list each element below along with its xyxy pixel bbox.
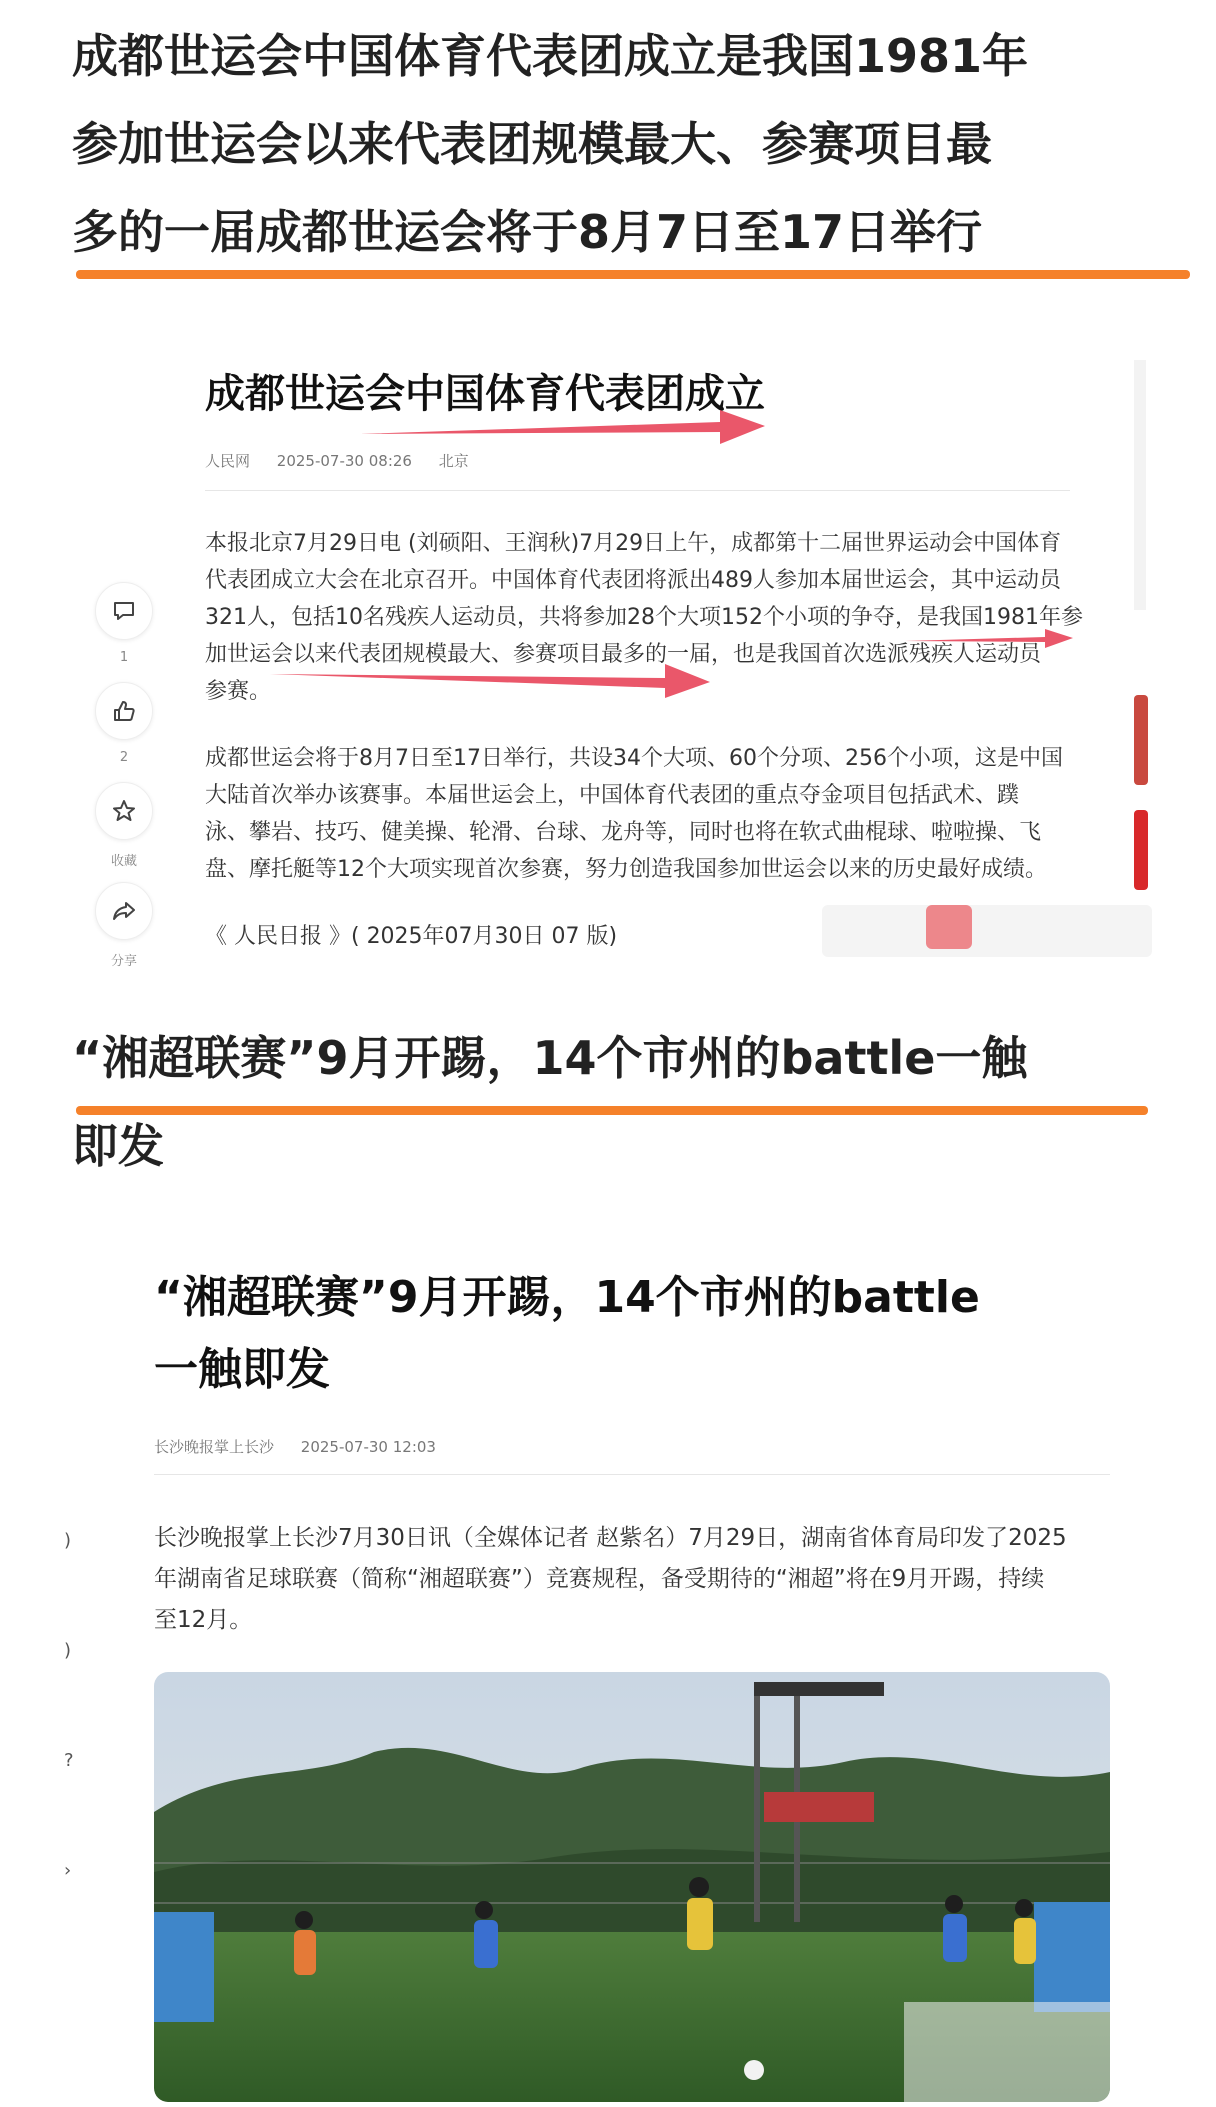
article-2-divider bbox=[154, 1474, 1110, 1475]
article-2-paragraph bbox=[154, 1518, 1067, 1641]
headline-2-underline bbox=[76, 1106, 1148, 1115]
article-1-source: 人民网 bbox=[205, 452, 251, 470]
comment-button[interactable] bbox=[92, 582, 156, 665]
headline-1-line: 参加世运会以来代表团规模最大、参赛项目最 bbox=[72, 117, 992, 171]
article-2-title-line: 一触即发 bbox=[154, 1344, 330, 1395]
comment-count: 1 bbox=[119, 650, 129, 665]
red-arrow-icon bbox=[270, 660, 715, 700]
text-line: 至12月。 bbox=[154, 1607, 253, 1633]
blurred-watermark bbox=[822, 905, 1152, 957]
right-edge-image bbox=[1134, 695, 1148, 785]
article-1-title: 成都世运会中国体育代表团成立 bbox=[205, 371, 765, 417]
headline-1-line: 多的一届成都世运会将于8月7日至17日举行 bbox=[72, 205, 983, 259]
edge-icon: ) bbox=[64, 1530, 72, 1551]
football-match-photo bbox=[154, 1672, 1110, 2102]
headline-2-line: 即发 bbox=[72, 1119, 164, 1173]
article-1-divider bbox=[205, 490, 1070, 491]
text-line: 长沙晚报掌上长沙7月30日讯（全媒体记者 赵紫名）7月29日，湖南省体育局印发了2025 bbox=[154, 1525, 1067, 1551]
article-1-meta bbox=[205, 450, 491, 471]
article-2-datetime: 2025-07-30 12:03 bbox=[300, 1438, 436, 1456]
photo-illustration bbox=[154, 1672, 1110, 2102]
text-line: 年湖南省足球联赛（简称“湘超联赛”）竞赛规程，备受期待的“湘超”将在9月开踢，持续 bbox=[154, 1566, 1045, 1592]
text-line: 大陆首次举办该赛事。本届世运会上，中国体育代表团的重点夺金项目包括武术、蹼 bbox=[205, 783, 1020, 808]
red-arrow-icon bbox=[905, 626, 1075, 652]
right-edge-panel bbox=[1134, 360, 1146, 610]
text-line: 代表团成立大会在北京召开。中国体育代表团将派出489人参加本届世运会，其中运动员 bbox=[205, 568, 1061, 593]
like-count: 2 bbox=[119, 750, 129, 765]
red-arrow-icon bbox=[360, 408, 770, 448]
text-line: 加世运会以来代表团规模最大、参赛项目最多的一届，也是我国首次选派残疾人运动员 bbox=[205, 642, 1042, 667]
edge-icon: ) bbox=[64, 1640, 72, 1661]
headline-1-underline bbox=[76, 270, 1190, 279]
like-icon bbox=[111, 698, 137, 724]
share-label: 分享 bbox=[110, 954, 137, 969]
share-icon bbox=[111, 898, 137, 924]
headline-1 bbox=[72, 12, 1172, 276]
headline-1-line: 成都世运会中国体育代表团成立是我国1981年 bbox=[72, 29, 1029, 83]
star-icon bbox=[111, 798, 137, 824]
text-line: 本报北京7月29日电 (刘硕阳、王润秋)7月29日上午，成都第十二届世界运动会中国体育 bbox=[205, 531, 1062, 556]
headline-2 bbox=[72, 1014, 1172, 1190]
text-line: 泳、攀岩、技巧、健美操、轮滑、台球、龙舟等，同时也将在软式曲棍球、啦啦操、飞 bbox=[205, 820, 1042, 845]
article-2-title bbox=[154, 1262, 980, 1406]
article-1-datetime: 2025-07-30 08:26 bbox=[276, 452, 412, 470]
edge-icon: › bbox=[64, 1860, 72, 1881]
comment-icon bbox=[111, 598, 137, 624]
favorite-button[interactable] bbox=[92, 782, 156, 869]
text-line: 参赛。 bbox=[205, 679, 272, 704]
favorite-label: 收藏 bbox=[110, 854, 137, 869]
edge-icon: ? bbox=[64, 1750, 74, 1771]
article-1-footer: 《 人民日报 》( 2025年07月30日 07 版) bbox=[205, 924, 618, 949]
article-2-meta bbox=[154, 1436, 458, 1457]
article-2-title-line: “湘超联赛”9月开踢，14个市州的battle bbox=[154, 1272, 980, 1323]
text-line: 盘、摩托艇等12个大项实现首次参赛，努力创造我国参加世运会以来的历史最好成绩。 bbox=[205, 857, 1047, 882]
like-button[interactable] bbox=[92, 682, 156, 765]
article-1-paragraph-2 bbox=[205, 740, 1063, 888]
blurred-watermark-red bbox=[926, 905, 972, 949]
article-2-source: 长沙晚报掌上长沙 bbox=[154, 1438, 275, 1456]
article-1-location: 北京 bbox=[438, 452, 469, 470]
text-line: 成都世运会将于8月7日至17日举行，共设34个大项、60个分项、256个小项，这是中国 bbox=[205, 746, 1063, 771]
right-edge-image bbox=[1134, 810, 1148, 890]
share-button[interactable] bbox=[92, 882, 156, 969]
headline-2-line: “湘超联赛”9月开踢，14个市州的battle一触 bbox=[72, 1031, 1028, 1085]
text-line: 321人，包括10名残疾人运动员，共将参加28个大项152个小项的争夺，是我国1981年参 bbox=[205, 605, 1083, 630]
